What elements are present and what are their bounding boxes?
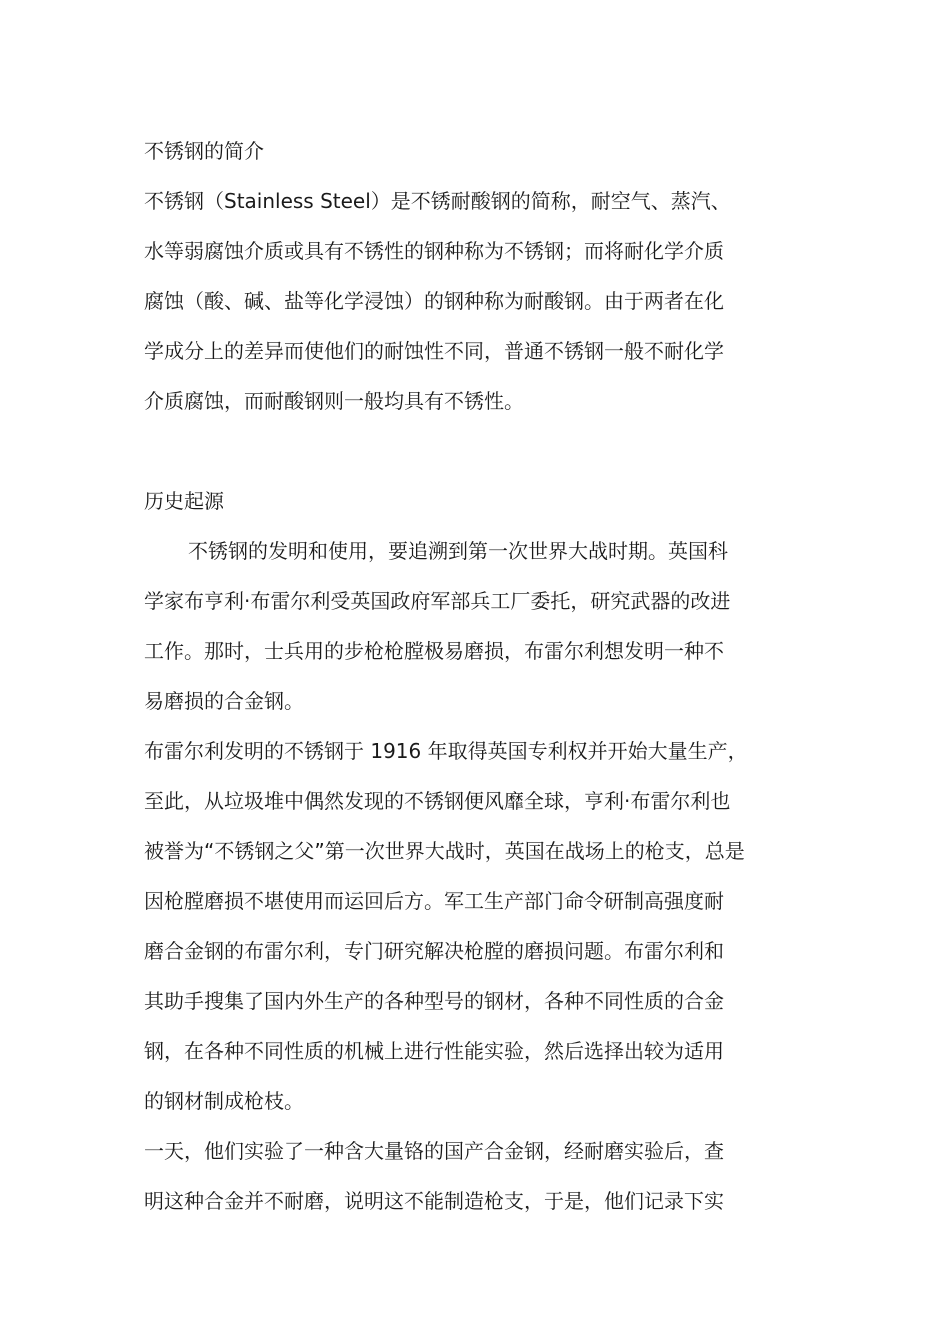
paragraph-line: 其助手搜集了国内外生产的各种型号的钢材，各种不同性质的合金 xyxy=(144,989,724,1013)
paragraph-line: 水等弱腐蚀介质或具有不锈性的钢种称为不锈钢；而将耐化学介质 xyxy=(144,239,724,263)
paragraph-line: 易磨损的合金钢。 xyxy=(144,689,304,713)
document-body xyxy=(144,126,816,1226)
paragraph-line: 学成分上的差异而使他们的耐蚀性不同，普通不锈钢一般不耐化学 xyxy=(144,339,724,363)
paragraph-line: 腐蚀（酸、碱、盐等化学浸蚀）的钢种称为耐酸钢。由于两者在化 xyxy=(144,289,724,313)
paragraph-line: 的钢材制成枪枝。 xyxy=(144,1089,304,1113)
paragraph-line: 明这种合金并不耐磨，说明这不能制造枪支，于是，他们记录下实 xyxy=(144,1189,724,1213)
paragraph-line: 至此，从垃圾堆中偶然发现的不锈钢便风靡全球，亨利·布雷尔利也 xyxy=(144,789,731,813)
paragraph-line: 因枪膛磨损不堪使用而运回后方。军工生产部门命令研制高强度耐 xyxy=(144,889,724,913)
paragraph-line: 介质腐蚀，而耐酸钢则一般均具有不锈性。 xyxy=(144,389,524,413)
paragraph-line: 被誉为“不锈钢之父”第一次世界大战时，英国在战场上的枪支，总是 xyxy=(144,839,745,863)
blank-line xyxy=(144,426,816,476)
paragraph-line: 工作。那时，士兵用的步枪枪膛极易磨损，布雷尔利想发明一种不 xyxy=(144,639,724,663)
paragraph-line: 不锈钢的发明和使用，要追溯到第一次世界大战时期。英国科 xyxy=(188,539,728,563)
section-heading-history: 历史起源 xyxy=(144,489,224,513)
paragraph-line: 钢，在各种不同性质的机械上进行性能实验，然后选择出较为适用 xyxy=(144,1039,724,1063)
paragraph-line: 不锈钢（Stainless Steel）是不锈耐酸钢的简称，耐空气、蒸汽、 xyxy=(144,189,731,213)
section-heading-intro: 不锈钢的简介 xyxy=(144,139,264,163)
paragraph-line: 磨合金钢的布雷尔利，专门研究解决枪膛的磨损问题。布雷尔利和 xyxy=(144,939,724,963)
paragraph-line: 一天，他们实验了一种含大量铬的国产合金钢，经耐磨实验后，查 xyxy=(144,1139,724,1163)
paragraph-line: 布雷尔利发明的不锈钢于 1916 年取得英国专利权并开始大量生产， xyxy=(144,739,748,763)
paragraph-line: 学家布亨利·布雷尔利受英国政府军部兵工厂委托，研究武器的改进 xyxy=(144,589,731,613)
